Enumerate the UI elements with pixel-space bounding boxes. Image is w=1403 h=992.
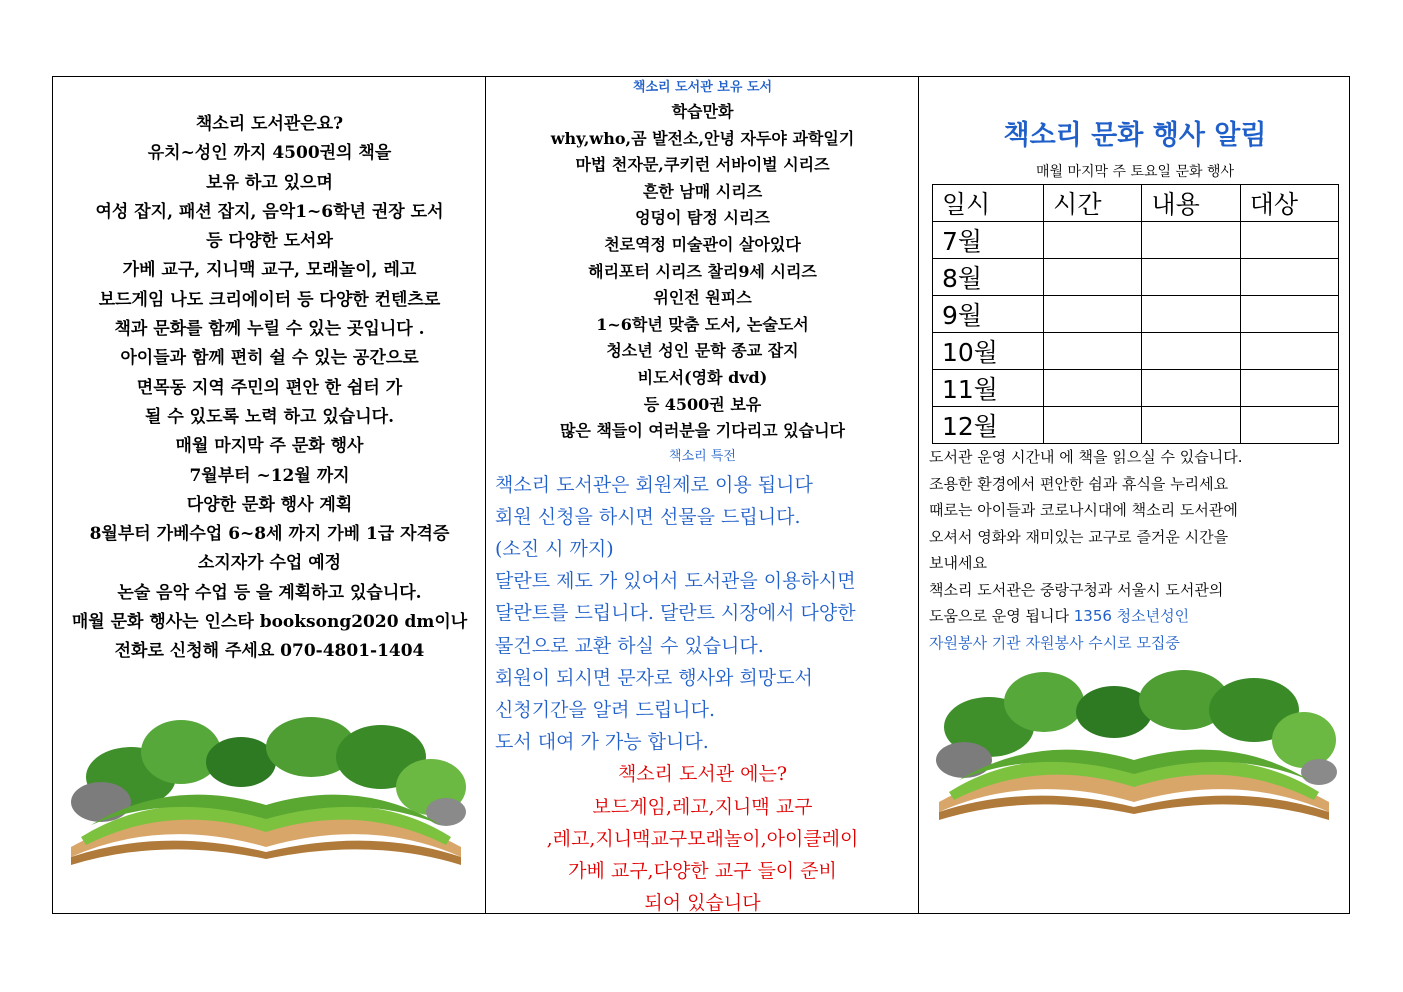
facility-line: 보드게임,레고,지니맥 교구 [592,795,813,818]
events-title: 책소리 문화 행사 알림 [1003,120,1267,151]
books-content [486,77,919,919]
book-item: 1~6학년 맞춤 도서, 논술도서 [596,314,809,334]
description-line: 조용한 환경에서 편안한 쉼과 휴식을 누리세요 [929,474,1229,493]
benefit-line: 회원 신청을 하시면 선물을 드립니다. [495,505,801,528]
table-cell [1142,370,1240,407]
book-item: 엉덩이 탐정 시리즈 [635,208,770,228]
intro-line: 가베 교구, 지니맥 교구, 모래놀이, 레고 [122,260,417,281]
intro-text [53,110,486,667]
intro-line: 유치~성인 까지 4500권의 책을 [147,143,392,164]
table-cell [1240,370,1338,407]
book-item: why,who,곰 발전소,안녕 자두야 과학일기 [550,128,855,148]
table-cell [1044,333,1142,370]
intro-line: 책과 문화를 함께 누릴 수 있는 곳입니다 . [114,319,425,340]
benefit-line: 신청기간을 알려 드립니다. [495,699,716,722]
month-cell: 10월 [933,333,1044,370]
events-subtitle: 매월 마지막 주 토요일 문화 행사 [1035,164,1235,180]
volunteer-line: 자원봉사 기관 자원봉사 수시로 모집중 [929,633,1180,652]
table-row [933,222,1339,259]
description-line: 때로는 아이들과 코로나시대에 책소리 도서관에 [929,501,1238,519]
table-cell [1142,333,1240,370]
book-item: 등 4500권 보유 [643,394,762,414]
book-item: 비도서(영화 dvd) [637,367,768,387]
table-cell [1044,222,1142,259]
volunteer-hotline: 1356 청소년성인 [1073,607,1190,625]
intro-line: 보유 하고 있으며 [206,172,333,193]
book-item: 청소년 성인 문학 종교 잡지 [606,341,799,361]
benefit-line: 달란트를 드립니다. 달란트 시장에서 다양한 [495,602,856,625]
intro-line: 아이들과 함께 편히 쉴 수 있는 공간으로 [120,348,419,369]
table-cell [1142,407,1240,444]
intro-line: 전화로 신청해 주세요 070-4801-1404 [114,641,425,662]
intro-line: 여성 잡지, 패션 잡지, 음악1~6학년 권장 도서 [95,201,444,222]
intro-line: 매월 문화 행사는 인스타 booksong2020 dm이나 [71,612,468,633]
intro-line: 책소리 도서관은요? [195,114,344,134]
intro-line: 보드게임 나도 크리에이터 등 다양한 컨텐츠로 [98,289,441,310]
table-cell [1240,407,1338,444]
intro-line: 등 다양한 도서와 [206,231,333,252]
intro-line: 매월 마지막 주 문화 행사 [175,436,364,457]
intro-line: 면목동 지역 주민의 편안 한 쉼터 가 [136,377,403,398]
month-cell: 9월 [933,296,1044,333]
table-cell [1044,407,1142,444]
table-cell [1142,296,1240,333]
support-text: 도움으로 운영 됩니다 [929,607,1069,625]
facility-line: 되어 있습니다 [644,892,761,915]
book-item: 많은 책들이 여러분을 기다리고 있습니다 [559,421,846,441]
description-line: 도서관 운영 시간내 에 책을 읽으실 수 있습니다. [929,448,1243,466]
book-item: 마법 천자문,쿠키런 서바이벌 시리즈 [575,155,830,175]
table-header-row [933,185,1339,222]
book-item: 해리포터 시리즈 찰리9세 시리즈 [588,261,817,281]
month-cell: 7월 [933,222,1044,259]
benefit-line: 도서 대여 가 가능 합니다. [495,731,709,754]
facility-line: ,레고,지니맥교구모래놀이,아이클레이 [546,827,859,850]
panel-intro [53,77,486,913]
table-cell [1142,259,1240,296]
header-target: 대상 [1240,185,1338,222]
month-cell: 11월 [933,370,1044,407]
books-header: 책소리 도서관 보유 도서 [632,80,773,95]
table-cell [1240,259,1338,296]
facility-line: 가베 교구,다양한 교구 들이 준비 [568,859,837,882]
intro-line: 다양한 문화 행사 계획 [186,494,353,515]
month-cell: 8월 [933,259,1044,296]
open-book-illustration [929,662,1339,832]
intro-line: 논술 음악 수업 등 을 계획하고 있습니다. [117,582,422,603]
table-cell [1044,259,1142,296]
benefit-line: 회원이 되시면 문자로 행사와 희망도서 [495,666,813,689]
table-cell [1240,333,1338,370]
brochure-frame [52,76,1350,914]
intro-line: 될 수 있도록 노력 하고 있습니다. [145,406,394,427]
description-line [929,603,1344,630]
open-book-illustration [61,707,471,877]
event-schedule-table [932,184,1339,444]
table-cell [1044,296,1142,333]
benefit-line: 물건으로 교환 하실 수 있습니다. [495,634,764,657]
month-cell: 12월 [933,407,1044,444]
facility-line: 책소리 도서관 에는? [617,763,788,786]
table-cell [1044,370,1142,407]
benefit-line: 달란트 제도 가 있어서 도서관을 이용하시면 [495,570,856,593]
panel-events [919,77,1351,913]
book-item: 위인전 원피스 [653,288,752,308]
header-time: 시간 [1044,185,1142,222]
table-row [933,296,1339,333]
table-cell [1142,222,1240,259]
table-row [933,259,1339,296]
book-item: 천로역정 미술관이 살아있다 [604,234,801,254]
benefit-line: (소진 시 까지) [495,538,614,561]
header-date: 일시 [933,185,1044,222]
intro-line: 7월부터 ~12월 까지 [189,465,350,486]
events-description [929,444,1344,656]
header-content: 내용 [1142,185,1240,222]
table-row [933,370,1339,407]
description-line: 보내세요 [929,554,987,572]
table-cell [1240,296,1338,333]
description-line: 책소리 도서관은 중랑구청과 서울시 도서관의 [929,580,1224,599]
description-line: 오셔서 영화와 재미있는 교구로 즐거운 시간을 [929,527,1229,546]
benefit-header: 책소리 특전 [669,448,736,464]
panel-books [486,77,919,913]
intro-line: 소지자가 수업 예정 [197,553,342,574]
intro-line: 8월부터 가베수업 6~8세 까지 가베 1급 자격증 [89,524,450,545]
table-row [933,333,1339,370]
table-cell [1240,222,1338,259]
benefit-line: 책소리 도서관은 회원제로 이용 됩니다 [495,473,813,496]
book-item: 흔한 남매 시리즈 [642,181,763,201]
book-item: 학습만화 [671,102,734,121]
table-row [933,407,1339,444]
